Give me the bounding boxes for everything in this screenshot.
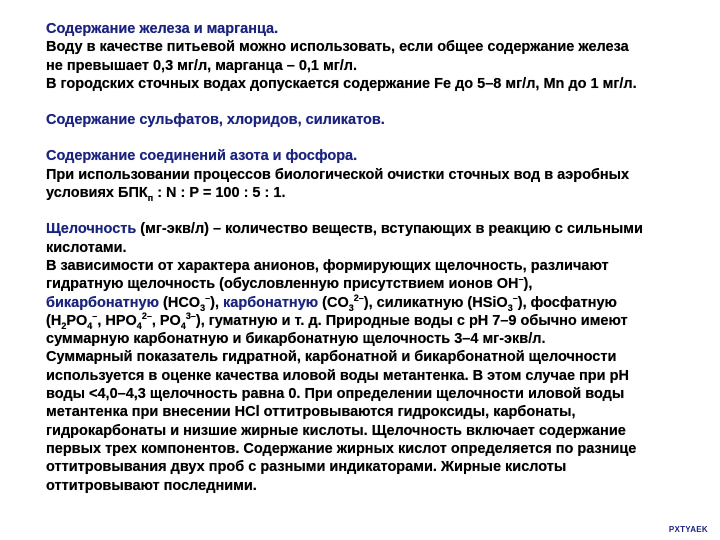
text-line: В городских сточных водах допускается содержание Fe до 5–8 мг/л, Mn до 1 мг/л.: [46, 75, 637, 92]
text-line: кислотами.: [46, 239, 127, 256]
superscript: –: [512, 292, 518, 303]
section-title: Содержание сульфатов, хлоридов, силикатов.: [46, 112, 385, 129]
text-line: [46, 312, 706, 330]
section-alkalinity: [46, 220, 706, 494]
text-fragment: : N : P = 100 : 5 : 1.: [153, 185, 286, 202]
subscript: 3: [348, 302, 354, 313]
slide-body: [46, 20, 706, 495]
text-fragment: , PO: [151, 312, 181, 329]
text-fragment: (мг-экв/л) – количество веществ, вступающих в реакцию с сильными: [136, 221, 643, 238]
subscript: 2: [61, 320, 67, 331]
subscript: 4: [87, 320, 93, 331]
section-title: Содержание железа и марганца.: [46, 21, 279, 37]
text-line: При использовании процессов биологической очистки сточных вод в аэробных: [46, 166, 630, 183]
subscript: 4: [180, 320, 186, 331]
superscript: 3–: [185, 311, 196, 322]
text-line: оттитровывания двух проб с разными индикаторами. Жирные кислоты: [46, 459, 567, 476]
text-line: метантенка при внесении HCl оттитровываются гидроксиды, карбонаты,: [46, 404, 576, 421]
spacer: [46, 129, 706, 147]
text-line: В зависимости от характера анионов, формирующих щелочность, различают: [46, 257, 609, 274]
superscript: 2–: [353, 292, 364, 303]
text-line: Воду в качестве питьевой можно использовать, если общее содержание железа: [46, 39, 629, 56]
superscript: –: [205, 292, 211, 303]
superscript: –: [518, 274, 524, 285]
text-line: [46, 184, 706, 202]
text-fragment: ),: [523, 276, 533, 293]
text-line: суммарную карбонатную и бикарбонатную щелочность 3–4 мг-экв/л.: [46, 331, 546, 348]
text-line: оттитровывают последними.: [46, 477, 257, 494]
spacer: [46, 202, 706, 220]
text-fragment: , HPO: [97, 312, 137, 329]
text-fragment: ), силикатную (HSiO: [363, 294, 508, 311]
text-line: [46, 294, 706, 312]
text-fragment: ), фосфатную: [517, 294, 617, 311]
section-title: Содержание соединений азота и фосфора.: [46, 148, 358, 165]
text-line: первых трех компонентов. Содержание жирных кислот определяется по разнице: [46, 440, 637, 457]
section-nitrogen-phosphorus: [46, 147, 706, 202]
text-fragment: ),: [210, 294, 224, 311]
text-fragment: гидратную щелочность (обусловленную присутствием ионов OH: [46, 276, 519, 293]
text-line: гидрокарбонаты и низшие жирные кислоты. Щелочность включает содержание: [46, 422, 626, 439]
term: карбонатную: [223, 294, 319, 311]
subscript: 4: [136, 320, 142, 331]
text-fragment: (HCO: [159, 294, 201, 311]
text-fragment: PO: [66, 312, 88, 329]
superscript: 2–: [141, 311, 152, 322]
text-fragment: условиях БПК: [46, 185, 148, 202]
subscript: 3: [200, 302, 206, 313]
subscript: п: [147, 192, 154, 203]
term: бикарбонатную: [46, 294, 159, 311]
text-fragment: ), гуматную и т. д. Природные воды с рН 7–9 обычно имеют: [195, 312, 628, 329]
text-line: воды <4,0–4,3 щелочность равна 0. При определении щелочности иловой воды: [46, 386, 625, 403]
text-line: не превышает 0,3 мг/л, марганца – 0,1 мг/л.: [46, 57, 358, 74]
text-line: [46, 220, 706, 238]
term: Щелочность: [46, 221, 137, 238]
text-fragment: (CO: [318, 294, 349, 311]
section-iron-manganese: [46, 20, 706, 93]
text-line: Суммарный показатель гидратной, карбонатной и бикарбонатной щелочности: [46, 349, 617, 366]
spacer: [46, 93, 706, 111]
text-line: используется в оценке качества иловой воды метантенка. В этом случае при рН: [46, 367, 629, 384]
section-sulfates: [46, 111, 706, 129]
footer-label: PXTYAEK: [668, 525, 708, 534]
text-line: [46, 275, 706, 293]
text-fragment: (H: [46, 312, 62, 329]
superscript: –: [92, 311, 98, 322]
subscript: 3: [507, 302, 513, 313]
